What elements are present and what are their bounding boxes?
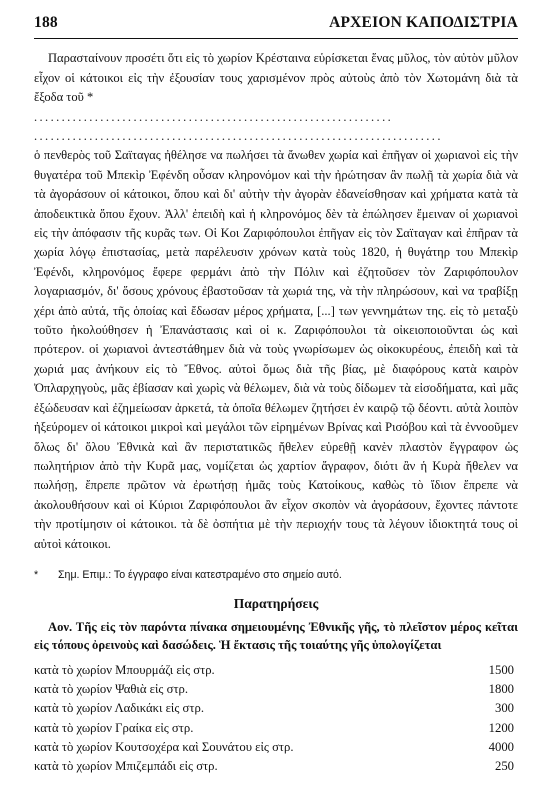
lacuna-dots-1: ................................................................. xyxy=(34,109,394,124)
area-label: κατὰ τὸ χωρίον Κουτσοχέρα καὶ Σουνάτου εἰς στρ. xyxy=(34,739,294,754)
areas-table xyxy=(34,661,518,776)
area-label: κατὰ τὸ χωρίον Μπιζεμπάδι εἰς στρ. xyxy=(34,758,218,773)
area-value: 1200 xyxy=(488,720,514,735)
editor-footnote xyxy=(34,568,518,582)
header-rule xyxy=(34,38,518,39)
lacuna-dots-2: .......................................................................... xyxy=(34,129,443,144)
area-row xyxy=(34,699,518,718)
document-page xyxy=(34,14,518,776)
area-label: κατὰ τὸ χωρίον Λαδικάκι εἰς στρ. xyxy=(34,701,204,716)
area-value: 1500 xyxy=(488,662,514,677)
area-label: κατὰ τὸ χωρίον Μπουρμάζι εἰς στρ. xyxy=(34,662,215,677)
footnote-text: Σημ. Επιμ.: Το έγγραφο είναι κατεστραμένο στο σημείο αυτό. xyxy=(58,568,342,581)
running-title: ΑΡΧΕΙΟΝ ΚΑΠΟΔΙΣΤΡΙΑ xyxy=(329,14,518,31)
area-value: 250 xyxy=(494,758,514,773)
area-row xyxy=(34,680,518,699)
area-value: 1800 xyxy=(488,682,514,697)
paragraph-1: Παρασταίνουν προσέτι ὅτι εἰς τὸ χωρίον Κρέσταινα εὑρίσκεται ἕνας μῦλος, τὸν αὐτὸν μῦλον εἶχον οἱ κάτοικοι εἰς τὴν ἐξουσίαν τους χαρισμένον πρὸς αὐτοὺς ἀπὸ τὸν Χωτομάνη διὰ τὰ ἔξοδα τοῦ * xyxy=(34,51,518,105)
page-header xyxy=(34,14,518,32)
area-row xyxy=(34,757,518,776)
area-label: κατὰ τὸ χωρίον Γραίκα εἰς στρ. xyxy=(34,720,194,735)
page-number: 188 xyxy=(34,14,58,31)
area-row xyxy=(34,661,518,680)
main-text xyxy=(34,49,518,554)
notes-title: Παρατηρήσεις xyxy=(233,595,319,611)
area-row xyxy=(34,719,518,738)
area-label: κατὰ τὸ χωρίον Ψαθιὰ εἰς στρ. xyxy=(34,682,189,697)
paragraph-2: ὁ πενθερὸς τοῦ Σαϊταγας ἠθέλησε να πωλήσει τὰ ἄνωθεν χωρία καὶ ἐπῆγαν οἱ χωριανοὶ εἰς τὴν θυγατέρα τοῦ Μπεκὶρ Ἐφένδη οὖσαν κληρονόμον καὶ τὴν ἠρώτησαν ἂν πωλῇ τὰ χωρία διὰ νὰ τὰ ἀγοράσουν οἱ κάτοικοι, ὅπου καὶ δι' αὐτὴν τὴν ἀγορὰν ἐδανείσθησαν καὶ χρήματα κατὰ τὰ ἀποδεικτικὰ ὅπου ἔχουν. Ἀλλ' ἐπειδὴ καὶ ἡ κληρονόμος δὲν τὰ ἐπώλησεν ἔμειναν οἱ χωριανοὶ εἰς τὴν ἀπόφασιν τῆς κυρᾶς των. Οἱ Κοι Ζαριφόπουλοι ἐπῆγαν εἰς τὸν Σαϊταγαν καὶ ἐπῆραν τὰ χωρία λόγῳ ἐπιστασίας, μετὰ παρέλευσιν χρόνων κατὰ τοὺς 1820, ἡ θυγάτηρ του Μπεκὶρ Ἐφένδι, κληρονόμος ἔφερε φερμάνι ἀπὸ τὴν Πόλιν καὶ ἐζητοῦσεν τὸν Ζαριφόπουλον λογαριασμόν, δι' ὅσους χρόνους ἐβαστοῦσαν τὰ χωριά της, νὰ τὴν πληρώσουν, καὶ να τραβίξῃ χέρι ἀπὸ αὐτά, τῆς ὁποίας καὶ ἔδωσαν μέρος χρήματα, [...] των γεννημάτων της. εἰς τὸ μεταξὺ τοῦτο ἠκολούθησεν ἡ Ἐπανάστασις καὶ οἱ κ. Ζαριφόπουλοι τὰ οἰκειοποιοῦνται ὡς καὶ πρότερον. οἱ χωριανοὶ ἀντεστάθημεν διὰ νὰ τοὺς γνωρίσωμεν ὡς οἰκοκυρέους, ἐπειδὴ καὶ τὰ χωριά μας ἀνήκουν εἰς τὸ Ἔθνος. αὐτοὶ ὅμως διὰ τῆς βίας, μὲ διαφόρους κατὰ καιρὸν Ὀπλαρχηγοὺς, μᾶς ἐβίασαν καὶ χωρὶς νὰ θέλωμεν, διὰ νὰ τοὺς δίδωμεν τὰ εἰσοδήματα, καὶ μᾶς ἐξώδευσαν καὶ ἐζημείωσαν ἀρκετά, τὰ ὁποῖα θέλωμεν ζητήσει ἐν καιρῷ τῷ δέοντι. αὐτὰ λοιπὸν ἠξεύρομεν οἱ κάτοικοι μικροὶ καὶ μεγάλοι τῶν εἰρημένων Βρίνας καὶ Ρισόβου καὶ τὰ ἐννοοῦμεν ὅλως δι' ὅλου Ἐθνικὰ καὶ ἂν περιστατικῶς ἤθελεν εὑρεθῇ κανὲν πλαστὸν ἔγγραφον ὡς πωλητήριον ἀπὸ τὴν Κυρᾶ μας, νομίζεται ὡς χαρτίον ἄγραφον, διότι ἂν ἡ Κυρὰ ἤθελεν να πωλήσῃ, ἔπρεπε πρῶτον νὰ ἐρωτήσῃ ἡμᾶς τοὺς Κατοίκους, καθὼς τὸ ἴδιον ἔπρεπε νὰ ἀκολουθήσουν καὶ οἱ Κύριοι Ζαριφόπουλοι ἂν εἶχον σκοπὸν νὰ ἀγοράσουν, ἔχοντες πάντοτε τὴν προτίμησιν οἱ κάτοικοι. τὰ δὲ ὀσπήτια μὲ τὴν περιοχήν τους τὰ λέγουν ἰδιοκτητά τους οἱ αὐτοὶ κάτοικοι. xyxy=(34,148,518,551)
notes-intro: Αον. Τῆς εἰς τὸν παρόντα πίνακα σημειουμένης Ἐθνικῆς γῆς, τὸ πλεῖστον μέρος κεῖται εἰς τόπους ὀρεινοὺς καὶ δασώδεις. Ἡ ἔκτασις τῆς τοιαύτης γῆς ὑπολογίζεται xyxy=(34,619,518,653)
area-row xyxy=(34,738,518,757)
area-value: 4000 xyxy=(488,739,514,754)
area-value: 300 xyxy=(494,701,514,716)
footnote-marker: * xyxy=(34,568,39,581)
